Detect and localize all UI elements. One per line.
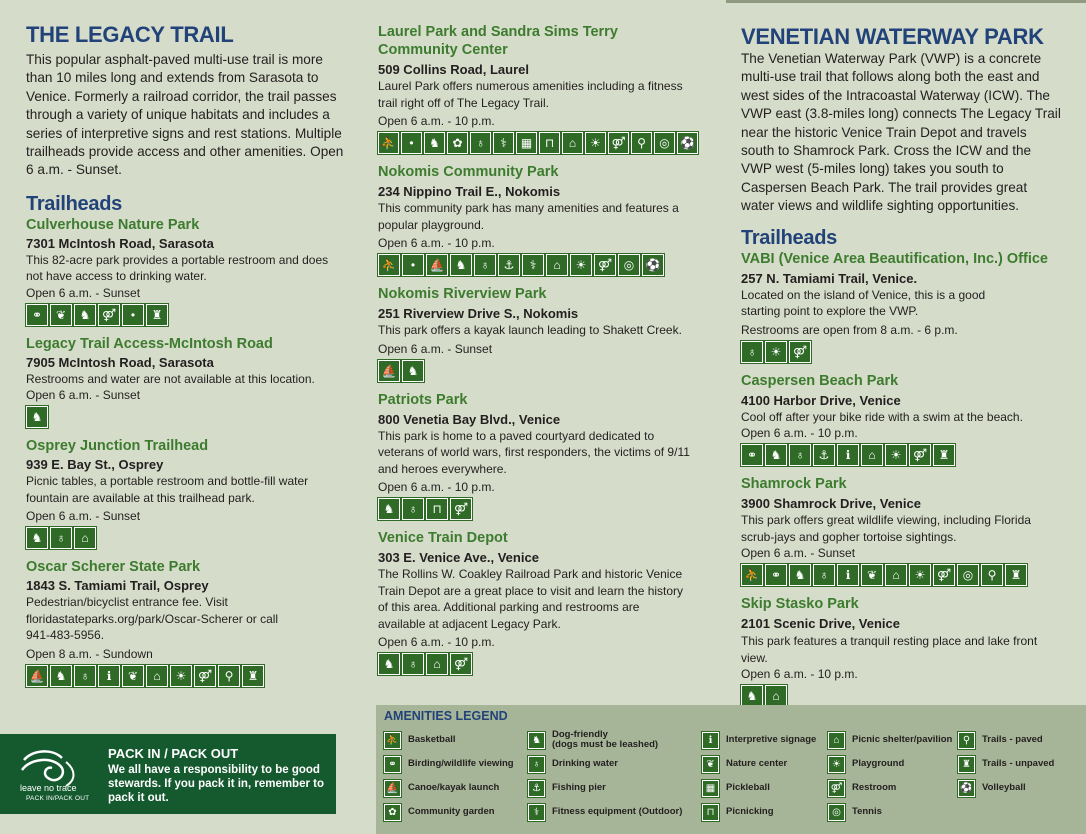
dog-icon: ♞: [765, 444, 787, 466]
restroom-icon: ⚤: [450, 498, 472, 520]
park-name: Caspersen Beach Park: [741, 372, 899, 389]
picnic-shelter-icon: ⌂: [861, 444, 883, 466]
drinking-water-icon: ♁: [789, 444, 811, 466]
basketball-icon: ⛹: [384, 732, 401, 749]
picnic-shelter-icon: ⌂: [546, 254, 568, 276]
kayak-icon: ⛵: [426, 254, 448, 276]
park-skip-stasko: [741, 595, 1063, 707]
legend-label: Canoe/kayak launch: [408, 782, 500, 793]
legend-column-2: [528, 728, 682, 824]
legend-sublabel: (dogs must be leashed): [552, 739, 659, 750]
legend-item: [702, 800, 816, 824]
dog-icon: ♞: [26, 527, 48, 549]
amenity-icons: [26, 527, 348, 549]
park-name: Oscar Scherer State Park: [26, 559, 201, 576]
leave-no-trace-subtext: PACK IN/PACK OUT: [26, 795, 90, 802]
park-name: Shamrock Park: [741, 476, 847, 493]
drinking-water-icon: ♁: [50, 527, 72, 549]
kayak-icon: ⛵: [378, 360, 400, 382]
legend-item: [828, 728, 952, 752]
park-address: 3900 Shamrock Drive, Venice: [741, 496, 921, 512]
park-hours: Open 6 a.m. - 10 p.m.: [378, 635, 495, 649]
pack-in-pack-out-box: [0, 734, 336, 814]
park-address: 509 Collins Road, Laurel: [378, 62, 529, 77]
restroom-icon: ⚤: [909, 444, 931, 466]
dog-icon: ♞: [402, 360, 424, 382]
restroom-icon: ⚤: [608, 132, 629, 154]
fitness-icon: ⚕: [493, 132, 514, 154]
tennis-icon: ◎: [957, 564, 979, 586]
legend-label: Fishing pier: [552, 782, 606, 793]
basketball-icon: ⛹: [378, 254, 400, 276]
playground-icon: ☀: [585, 132, 606, 154]
legend-item: [828, 776, 952, 800]
park-hours: Open 6 a.m. - 10 p.m.: [741, 667, 858, 682]
park-description: Picnic tables, a portable restroom and bottle-fill water fountain are available at this trailhead park.: [26, 474, 309, 505]
park-culverhouse: [26, 216, 348, 326]
picnic-shelter-icon: ⌂: [426, 653, 448, 675]
restroom-icon: ⚤: [98, 304, 120, 326]
kayak-icon: ⛵: [26, 665, 48, 687]
park-description: Cool off after your bike ride with a swim at the beach.: [741, 409, 1023, 424]
legend-item: [384, 752, 514, 776]
park-vabi: [741, 250, 1063, 363]
park-address: 234 Nippino Trail E., Nokomis: [378, 184, 561, 199]
venetian-waterway-column: [741, 0, 1063, 707]
park-address: 257 N. Tamiami Trail, Venice.: [741, 270, 918, 286]
drinking-water-icon: ♁: [741, 341, 763, 363]
venetian-trailheads-heading: Trailheads: [741, 226, 837, 249]
hiker-icon: ♜: [933, 444, 955, 466]
tennis-icon: ◎: [618, 254, 640, 276]
park-name: Nokomis Community Park: [378, 164, 559, 180]
park-description: This 82-acre park provides a portable restroom and does not have access to drinking water.: [26, 252, 329, 284]
fishing-icon: ⚓: [813, 444, 835, 466]
volleyball-icon: ⚽: [642, 254, 664, 276]
amenities-legend: [376, 705, 1086, 834]
leave-no-trace-text: leave no trace: [20, 783, 77, 793]
dog-icon: ♞: [450, 254, 472, 276]
park-nokomis-community: [378, 163, 698, 276]
playground-icon: ☀: [570, 254, 592, 276]
picnic-shelter-icon: ⌂: [74, 527, 96, 549]
park-address: 2101 Scenic Drive, Venice: [741, 616, 900, 632]
restroom-icon: ⚤: [594, 254, 616, 276]
legend-item: [384, 776, 514, 800]
legacy-title: THE LEGACY TRAIL: [26, 22, 234, 47]
amenity-icons: [741, 444, 1063, 466]
restroom-icon: ⚤: [789, 341, 811, 363]
drinking-water-icon: ♁: [474, 254, 496, 276]
nature-center-icon: ❦: [702, 756, 719, 773]
dog-icon: ♞: [424, 132, 445, 154]
amenity-icons: [741, 564, 1063, 586]
park-hours: Open 6 a.m. - 10 p.m.: [378, 236, 495, 250]
picnic-shelter-icon: ⌂: [885, 564, 907, 586]
legend-column-4: [828, 728, 952, 824]
fitness-icon: ⚕: [522, 254, 544, 276]
park-hours: Open 6 a.m. - Sunset: [741, 546, 856, 561]
nature-center-icon: ❦: [122, 665, 144, 687]
park-address: 251 Riverview Drive S., Nokomis: [378, 306, 579, 321]
park-shamrock: [741, 475, 1063, 586]
legend-label: Volleyball: [982, 782, 1026, 793]
drinking-water-icon: ♁: [470, 132, 491, 154]
drinking-water-icon: ♁: [74, 665, 96, 687]
drinking-water-icon: ♁: [813, 564, 835, 586]
legend-label: Playground: [852, 758, 905, 769]
dog-icon: ♞: [789, 564, 811, 586]
legend-column-1: [384, 728, 514, 824]
legend-label: Interpretive signage: [726, 734, 817, 745]
binoculars-icon: ⚭: [765, 564, 787, 586]
amenity-icons: [378, 132, 698, 154]
volleyball-icon: ⚽: [958, 780, 975, 797]
legacy-trail-column: [26, 0, 348, 687]
legend-item: [384, 800, 514, 824]
park-address: 7301 McIntosh Road, Sarasota: [26, 235, 214, 251]
amenity-icons: [378, 498, 698, 520]
legend-title: AMENITIES LEGEND: [384, 709, 508, 723]
legend-item: [702, 776, 816, 800]
park-name: Patriots Park: [378, 391, 468, 408]
tennis-icon: ◎: [828, 804, 845, 821]
picnic-table-icon: •: [122, 304, 144, 326]
picnic-icon: ⊓: [539, 132, 560, 154]
park-address: 4100 Harbor Drive, Venice: [741, 392, 901, 408]
legend-item: [702, 752, 816, 776]
amenity-icons: [741, 341, 1063, 363]
legend-label: Picnic shelter/pavilion: [852, 734, 953, 745]
fishing-icon: ⚓: [528, 780, 545, 797]
hiker-icon: ♜: [146, 304, 168, 326]
legend-label: Community garden: [408, 806, 495, 817]
venetian-intro: The Venetian Waterway Park (VWP) is a concrete multi-use trail that follows along both the east and west sides of the Intracoastal Waterway (ICW). The VWP east (3.8-miles long) connects The Legacy Trail near the historic Venice Train Depot and travels south to Shamrock Park. Cross the ICW and the VWP west (5-miles long) takes you south to Caspersen Beach Park. The trail provides great water views and wildlife sighting opportunities.: [741, 51, 1061, 214]
legend-item: [828, 752, 952, 776]
amenity-icons: [378, 653, 698, 675]
drinking-water-icon: ♁: [402, 498, 424, 520]
park-hours: Open 6 a.m. - Sunset: [26, 285, 141, 300]
park-description: This park offers a kayak launch leading to Shakett Creek.: [378, 323, 682, 337]
birding-icon: •: [402, 254, 424, 276]
legend-label: Trails - paved: [982, 734, 1043, 745]
legend-label: Pickleball: [726, 782, 770, 793]
picnic-shelter-icon: ⌂: [828, 732, 845, 749]
legend-label: Birding/wildlife viewing: [408, 758, 514, 769]
trail-paved-icon: ⚲: [981, 564, 1003, 586]
park-mcintosh: [26, 335, 348, 429]
fishing-icon: ⚓: [498, 254, 520, 276]
amenity-icons: [378, 254, 698, 276]
dog-icon: ♞: [378, 498, 400, 520]
park-description: This park is home to a paved courtyard dedicated to veterans of world wars, first responders, the victims of 9/11 and heroes everywhere.: [378, 428, 690, 476]
pack-text: We all have a responsibility to be good stewards. If you pack it in, remember to pack it out.: [108, 764, 325, 804]
playground-icon: ☀: [909, 564, 931, 586]
park-oscar: [26, 558, 348, 687]
park-hours: Open 6 a.m. - 10 p.m.: [741, 426, 858, 441]
legend-item: [528, 776, 682, 800]
legend-item: [958, 752, 1054, 776]
dog-icon: ♞: [741, 685, 763, 707]
park-patriots: [378, 391, 698, 521]
park-address: 7905 McIntosh Road, Sarasota: [26, 354, 214, 370]
hiker-icon: ♜: [958, 756, 975, 773]
pickleball-icon: ▦: [516, 132, 537, 154]
drinking-water-icon: ♁: [402, 653, 424, 675]
restroom-icon: ⚤: [450, 653, 472, 675]
dog-icon: ♞: [378, 653, 400, 675]
volleyball-icon: ⚽: [677, 132, 698, 154]
venetian-title: VENETIAN WATERWAY PARK: [741, 24, 1044, 49]
picnic-shelter-icon: ⌂: [765, 685, 787, 707]
playground-icon: ☀: [170, 665, 192, 687]
binoculars-icon: ⚭: [384, 756, 401, 773]
park-description: Pedestrian/bicyclist entrance fee. Visit floridastateparks.org/park/Oscar-Scherer or call 941-483-5956.: [26, 595, 279, 643]
playground-icon: ☀: [885, 444, 907, 466]
amenity-icons: [741, 685, 1063, 707]
legend-label: Fitness equipment (Outdoor): [552, 806, 683, 817]
legend-label: Dog-friendly: [552, 729, 608, 740]
park-osprey: [26, 437, 348, 549]
nature-center-icon: ❦: [50, 304, 72, 326]
legend-label: Picnicking: [726, 806, 774, 817]
amenity-icons: [26, 406, 348, 428]
legacy-trailheads-column-2: [378, 0, 698, 675]
park-description: This community park has many amenities and features a popular playground.: [378, 201, 679, 232]
park-name: Osprey Junction Trailhead: [26, 438, 209, 455]
binoculars-icon: ⚭: [26, 304, 48, 326]
playground-icon: ☀: [828, 756, 845, 773]
park-venice-train-depot: [378, 529, 698, 675]
park-name: VABI (Venice Area Beautification, Inc.) Office: [741, 250, 1048, 267]
park-laurel: [378, 23, 698, 154]
picnic-icon: ⊓: [426, 498, 448, 520]
playground-icon: ☀: [765, 341, 787, 363]
park-description: This park offers great wildlife viewing, including Florida scrub-jays and gopher tortoise sightings.: [741, 513, 1031, 544]
park-address: 303 E. Venice Ave., Venice: [378, 550, 539, 565]
park-description: This park features a tranquil resting place and lake front view.: [741, 634, 1038, 665]
picnic-icon: ⊓: [702, 804, 719, 821]
legend-item: [958, 728, 1054, 752]
trail-paved-icon: ⚲: [218, 665, 240, 687]
park-hours: Open 6 a.m. - Sunset: [26, 388, 141, 403]
legend-item: [384, 728, 514, 752]
kayak-icon: ⛵: [384, 780, 401, 797]
legend-label: Basketball: [408, 734, 456, 745]
interpretive-icon: ℹ: [702, 732, 719, 749]
drinking-water-icon: ♁: [528, 756, 545, 773]
tennis-icon: ◎: [654, 132, 675, 154]
legend-item: [528, 800, 682, 824]
hiker-icon: ♜: [242, 665, 264, 687]
park-description: Restrooms and water are not available at this location.: [26, 371, 315, 386]
park-name: Skip Stasko Park: [741, 596, 859, 613]
park-description: Laurel Park offers numerous amenities including a fitness trail right off of The Legacy Trail.: [378, 79, 683, 110]
park-address: 1843 S. Tamiami Trail, Osprey: [26, 578, 209, 594]
birding-icon: •: [401, 132, 422, 154]
pack-title: PACK IN / PACK OUT: [108, 746, 239, 761]
amenity-icons: [26, 665, 348, 687]
legend-item: [528, 728, 682, 752]
legend-label: Tennis: [852, 806, 882, 817]
amenity-icons: [378, 360, 698, 382]
interpretive-icon: ℹ: [98, 665, 120, 687]
fitness-icon: ⚕: [528, 804, 545, 821]
park-description: Located on the island of Venice, this is a good starting point to explore the VWP.: [741, 287, 986, 319]
park-name: Legacy Trail Access-McIntosh Road: [26, 335, 273, 352]
park-caspersen: [741, 372, 1063, 467]
interpretive-icon: ℹ: [837, 444, 859, 466]
garden-icon: ✿: [384, 804, 401, 821]
park-address: 800 Venetia Bay Blvd., Venice: [378, 411, 561, 427]
legend-item: [528, 752, 682, 776]
park-address: 939 E. Bay St., Osprey: [26, 457, 164, 473]
legacy-intro: This popular asphalt-paved multi-use trail is more than 10 miles long and extends from Sarasota to Venice. Formerly a railroad corridor, the trail passes through a variety of unique habitats and includes a series of interpretive signs and rest stations. Multiple trailheads provide access and other amenities. Open 6 a.m. - Sunset.: [26, 52, 344, 178]
legend-column-5: [958, 728, 1054, 800]
binoculars-icon: ⚭: [741, 444, 763, 466]
legend-label: Trails - unpaved: [982, 758, 1055, 769]
legend-item: [958, 776, 1054, 800]
basketball-icon: ⛹: [378, 132, 399, 154]
legacy-trailheads-heading: Trailheads: [26, 192, 122, 215]
amenity-icons: [26, 304, 348, 326]
dog-icon: ♞: [74, 304, 96, 326]
legend-label: Restroom: [852, 782, 897, 793]
legend-label: Nature center: [726, 758, 788, 769]
pickleball-icon: ▦: [702, 780, 719, 797]
park-hours: Restrooms are open from 8 a.m. - 6 p.m.: [741, 322, 958, 337]
interpretive-icon: ℹ: [837, 564, 859, 586]
basketball-icon: ⛹: [741, 564, 763, 586]
legend-column-3: [702, 728, 816, 824]
trail-paved-icon: ⚲: [958, 732, 975, 749]
trail-paved-icon: ⚲: [631, 132, 652, 154]
legend-item: [828, 800, 952, 824]
legend-item: [702, 728, 816, 752]
restroom-icon: ⚤: [933, 564, 955, 586]
park-hours: Open 6 a.m. - 10 p.m.: [378, 480, 495, 494]
dog-icon: ♞: [50, 665, 72, 687]
dog-icon: ♞: [528, 732, 545, 749]
nature-center-icon: ❦: [861, 564, 883, 586]
restroom-icon: ⚤: [194, 665, 216, 687]
picnic-shelter-icon: ⌂: [562, 132, 583, 154]
hiker-icon: ♜: [1005, 564, 1027, 586]
park-name: Culverhouse Nature Park: [26, 216, 200, 233]
restroom-icon: ⚤: [828, 780, 845, 797]
park-name: Nokomis Riverview Park: [378, 286, 547, 302]
garden-icon: ✿: [447, 132, 468, 154]
park-hours: Open 8 a.m. - Sundown: [26, 646, 153, 661]
park-description: The Rollins W. Coakley Railroad Park and historic Venice Train Depot are a great place to visit and learn the history of this area. Additional parking and restrooms are available at adjacent Legacy Park.: [378, 567, 684, 631]
picnic-shelter-icon: ⌂: [146, 665, 168, 687]
park-nokomis-riverview: [378, 285, 698, 382]
park-hours: Open 6 a.m. - Sunset: [378, 341, 493, 356]
park-hours: Open 6 a.m. - Sunset: [26, 509, 141, 524]
park-hours: Open 6 a.m. - 10 p.m.: [378, 114, 495, 128]
dog-icon: ♞: [26, 406, 48, 428]
legend-label: Drinking water: [552, 758, 618, 769]
park-name: Venice Train Depot: [378, 530, 508, 546]
park-name: Laurel Park and Sandra Sims Terry Community Center: [378, 24, 618, 58]
